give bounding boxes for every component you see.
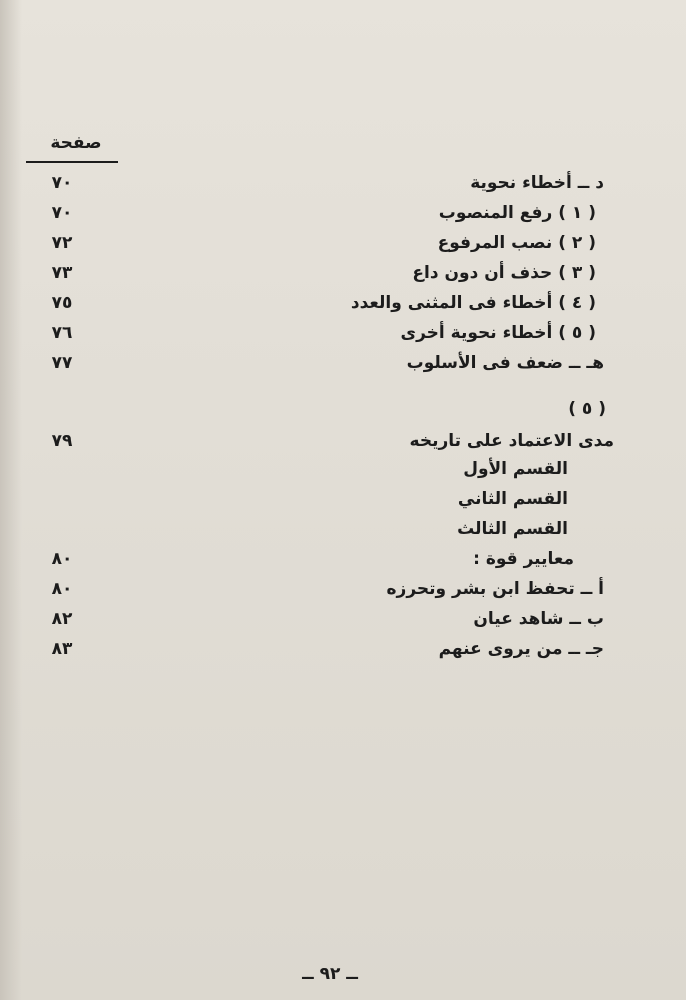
toc-row — [0, 544, 686, 574]
toc-row — [0, 288, 686, 318]
toc-row — [0, 604, 686, 634]
toc-entry: جـ ــ من يروى عنهم — [438, 639, 604, 659]
header-rule — [26, 161, 118, 163]
toc-entry: ( ٤ ) أخطاء فى المثنى والعدد — [350, 293, 596, 313]
toc-entry: ( ١ ) رفع المنصوب — [438, 203, 596, 223]
toc-entry: ( ٢ ) نصب المرفوع — [437, 233, 596, 253]
toc-entry: د ــ أخطاء نحوية — [470, 173, 604, 193]
toc-entry: ( ٥ ) — [568, 399, 606, 419]
toc-entry: القسم الثاني — [457, 489, 568, 509]
toc-section-number — [0, 394, 686, 424]
toc-page-number: ٧٧ — [51, 353, 73, 373]
toc-entry: ( ٥ ) أخطاء نحوية أخرى — [400, 323, 596, 343]
toc-page-number: ٧٣ — [51, 263, 73, 283]
toc-row — [0, 426, 686, 456]
toc-page-number: ٧٢ — [51, 233, 73, 253]
toc-row — [0, 258, 686, 288]
toc-row — [0, 514, 686, 544]
toc-entry: ب ــ شاهد عيان — [473, 609, 604, 629]
toc-page-number: ٧٠ — [51, 173, 73, 193]
toc-page-number: ٨٣ — [51, 639, 73, 659]
toc-row — [0, 574, 686, 604]
toc-entry: ( ٣ ) حذف أن دون داع — [412, 263, 596, 283]
toc-page-number: ٧٩ — [51, 431, 73, 451]
toc-row — [0, 484, 686, 514]
toc-entry: مدى الاعتماد على تاريخه — [409, 431, 614, 451]
toc-row — [0, 318, 686, 348]
toc-entry: القسم الثالث — [457, 519, 568, 539]
toc-page-number: ٧٠ — [51, 203, 73, 223]
toc-row — [0, 634, 686, 664]
toc-entry: القسم الأول — [463, 459, 568, 479]
toc-page-number: ٨٠ — [51, 579, 73, 599]
page-column-header: صفحة — [50, 133, 102, 153]
toc-row — [0, 348, 686, 378]
toc-row — [0, 454, 686, 484]
toc-row — [0, 198, 686, 228]
toc-page-number: ٨٠ — [51, 549, 73, 569]
toc-row — [0, 168, 686, 198]
toc-entry: هـ ــ ضعف فى الأسلوب — [406, 353, 604, 373]
page-footer-number: ــ ٩٢ ــ — [302, 964, 358, 984]
toc-row — [0, 228, 686, 258]
toc-entry: أ ــ تحفظ ابن بشر وتحرزه — [386, 579, 604, 599]
toc-page-number: ٧٥ — [51, 293, 73, 313]
toc-page-number: ٨٢ — [51, 609, 73, 629]
toc-page-number: ٧٦ — [51, 323, 73, 343]
toc-entry: معايير قوة : — [473, 549, 574, 569]
